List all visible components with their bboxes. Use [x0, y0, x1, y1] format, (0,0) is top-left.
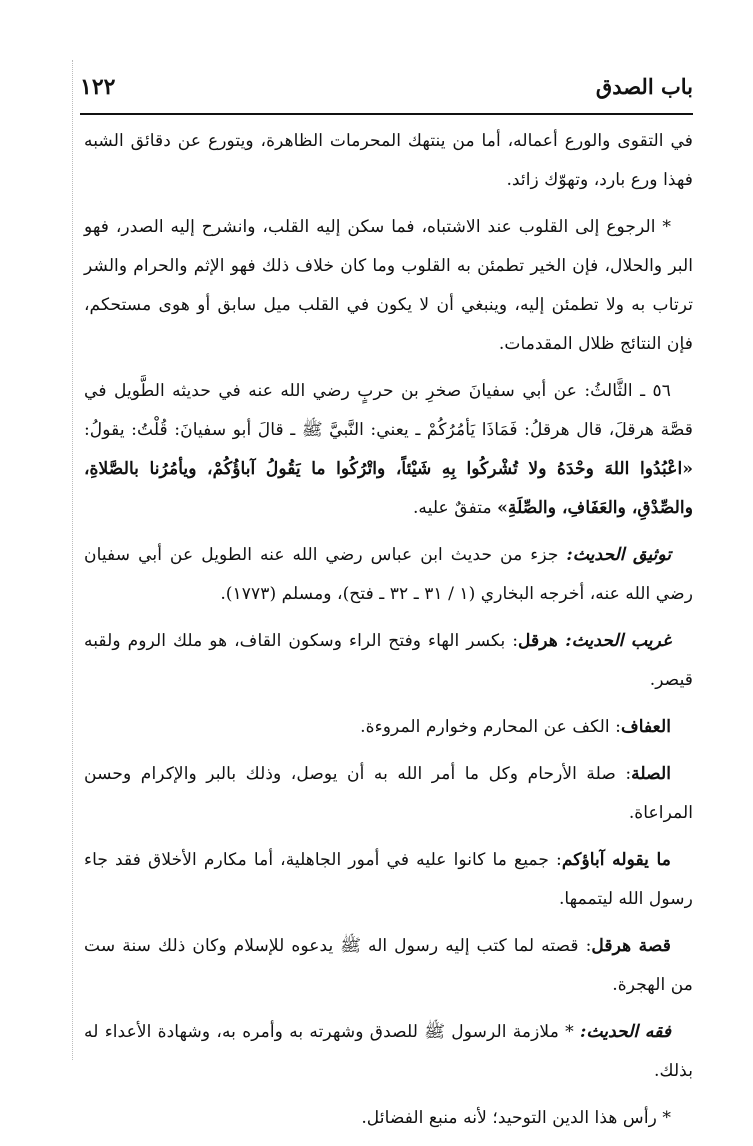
term-silah: الصلة	[631, 764, 671, 784]
hadith-source: متفقٌ عليه.	[412, 498, 498, 518]
term-forefathers-text: : جميع ما كانوا عليه في أمور الجاهلية، أما مكارم الأخلاق فقد جاء رسول الله ليتممها.	[84, 850, 693, 909]
term-heraclius: هرقل	[518, 631, 566, 651]
fiqh-label: فقه الحديث:	[579, 1022, 672, 1042]
page-number: ١٢٢	[80, 74, 116, 100]
term-heraclius-story-entry	[84, 927, 693, 1005]
vocabulary-text: : بكسر الهاء وفتح الراء وسكون القاف، هو ملك الروم ولقبه قيصر.	[84, 631, 693, 690]
term-heraclius-story: قصة هرقل	[591, 936, 671, 956]
paragraph-text: * الرجوع إلى القلوب عند الاشتباه، فما سكن إليه القلب، وانشرح إليه الصدر، فهو البر والحلال، فإن الخير تطمئن به القلوب وما كان خلاف ذلك فهو الإثم والحرام والشر ترتاب به ولا تطمئن إليه، وينبغي أن لا يكون في القلب ميل سابق أو هوى مستحكم، فإن النتائج ظلال المقدمات.	[84, 217, 693, 354]
paragraph-heart-guidance	[84, 208, 693, 364]
paragraph-continuation	[84, 122, 693, 200]
hadith-fiqh	[84, 1013, 693, 1091]
page-header	[80, 74, 693, 110]
fiqh-point-tawhid	[84, 1099, 693, 1138]
hadith-intro: ٥٦ ـ الثَّالثُ: عن أبي سفيانَ صخرِ بن حربٍ رضي الله عنه في حديثه الطَّويل في قصَّة هرقلَ، قال هرقلُ: فَمَاذَا يَأمُرُكُمْ ـ يعني: النَّبيَّ ﷺ ـ قالَ أبو سفيانَ: قُلْتُ: يقولُ:	[84, 381, 693, 440]
paragraph-text: في التقوى والورع أعماله، أما من ينتهك المحرمات الظاهرة، ويتورع عن دقائق الشبه فهذا ورع بارد، وتهوّك زائد.	[84, 131, 693, 190]
hadith-56	[84, 372, 693, 528]
paragraph-text: * رأس هذا الدين التوحيد؛ لأنه منبع الفضائل.	[361, 1108, 671, 1128]
term-silah-text: : صلة الأرحام وكل ما أمر الله به أن يوصل، وذلك بالبر والإكرام وحسن المراعاة.	[84, 764, 693, 823]
page-edge-dots	[72, 60, 73, 1060]
hadith-vocabulary	[84, 622, 693, 700]
vocabulary-label: غريب الحديث:	[565, 631, 672, 651]
term-forefathers-entry	[84, 841, 693, 919]
authentication-text: جزء من حديث ابن عباس رضي الله عنه الطويل عن أبي سفيان رضي الله عنه، أخرجه البخاري (١ / ٣١ ـ ٣٢ ـ فتح)، ومسلم (١٧٧٣).	[84, 545, 693, 604]
term-afaf-entry	[84, 708, 693, 747]
term-forefathers: ما يقوله آباؤكم	[561, 850, 672, 870]
authentication-label: توثيق الحديث:	[566, 545, 671, 565]
term-silah-entry	[84, 755, 693, 833]
hadith-quote: «اعْبُدُوا اللهَ وحْدَهُ ولا تُشْركُوا بِهِ شَيْئاً، واتْرُكُوا ما يَقُولُ آباؤُكُمْ، ويأمُرُنا بالصَّلاةِ، والصِّدْقِ، والعَفَافِ، والصِّلَةِ»	[84, 459, 693, 518]
chapter-title: باب الصدق	[595, 74, 693, 99]
page-body	[84, 122, 693, 1146]
fiqh-text: * ملازمة الرسول ﷺ للصدق وشهرته به وأمره به، وشهادة الأعداء له بذلك.	[84, 1022, 693, 1081]
header-rule	[80, 113, 693, 115]
term-afaf-text: : الكف عن المحارم وخوارم المروءة.	[360, 717, 621, 737]
term-heraclius-story-text: : قصته لما كتب إليه رسول اله ﷺ يدعوه للإسلام وكان ذلك سنة ست من الهجرة.	[84, 936, 693, 995]
term-afaf: العفاف	[620, 717, 671, 737]
hadith-authentication	[84, 536, 693, 614]
